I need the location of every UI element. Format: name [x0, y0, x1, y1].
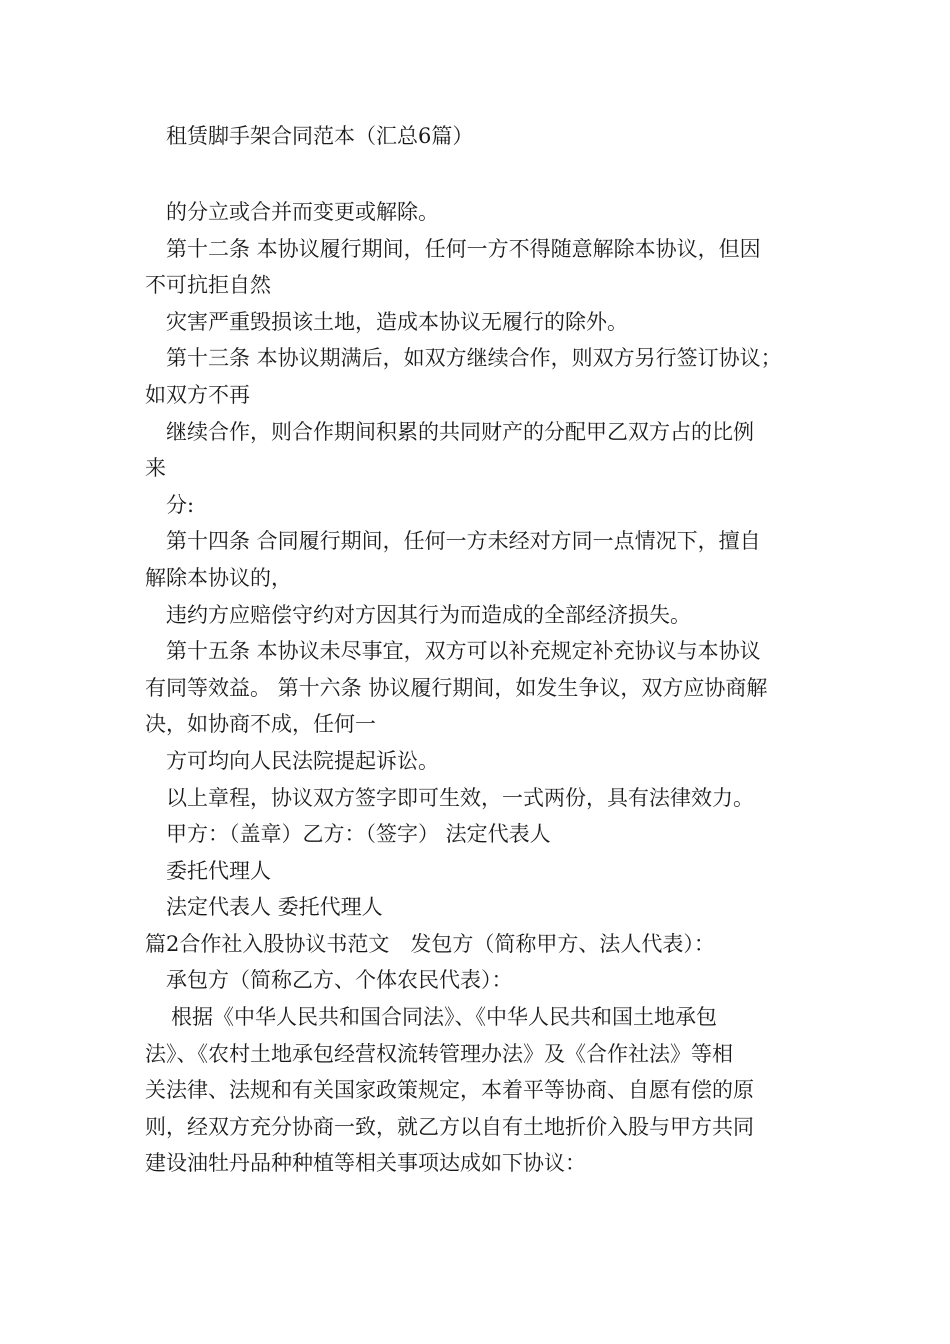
text-line: 来	[145, 456, 166, 481]
text-line: 违约方应赔偿守约对方因其行为而造成的全部经济损失。	[166, 602, 691, 627]
text-line: 承包方（简称乙方、个体农民代表）：	[166, 968, 513, 993]
text-line: 继续合作，则合作期间积累的共同财产的分配甲乙双方占的比例	[166, 419, 754, 444]
text-line: 第十二条 本协议履行期间，任何一方不得随意解除本协议，但因	[166, 236, 761, 261]
text-line: 根据《中华人民共和国合同法》、《中华人民共和国土地承包	[171, 1005, 717, 1030]
text-line: 委托代理人	[166, 858, 271, 883]
text-line: 第十五条 本协议未尽事宜，双方可以补充规定补充协议与本协议	[166, 639, 761, 664]
text-line: 关法律、法规和有关国家政策规定，本着平等协商、自愿有偿的原	[145, 1078, 754, 1103]
text-line: 以上章程，协议双方签字即可生效，一式两份，具有法律效力。	[166, 785, 754, 810]
document-body	[145, 194, 815, 1182]
text-line: 第十四条 合同履行期间，任何一方未经对方同一点情况下，擅自	[166, 529, 761, 554]
text-line: 方可均向人民法院提起诉讼。	[166, 748, 439, 773]
text-line: 不可抗拒自然	[145, 273, 271, 298]
text-line: 法》、《农村土地承包经营权流转管理办法》及《合作社法》等相	[145, 1041, 733, 1066]
text-line: 建设油牡丹品种种植等相关事项达成如下协议：	[145, 1151, 586, 1176]
text-line: 法定代表人 委托代理人	[166, 895, 383, 920]
text-line: 甲方：（盖章）乙方：（签字） 法定代表人	[166, 822, 551, 847]
text-line: 如双方不再	[145, 382, 250, 407]
text-line: 决，如协商不成，任何一	[145, 712, 376, 737]
text-line: 第十三条 本协议期满后，如双方继续合作，则双方另行签订协议；	[166, 346, 782, 371]
text-line: 篇2合作社入股协议书范文 发包方（简称甲方、法人代表）：	[145, 931, 715, 956]
text-line: 的分立或合并而变更或解除。	[166, 200, 439, 224]
text-line: 分:	[166, 492, 195, 517]
text-line: 有同等效益。 第十六条 协议履行期间，如发生争议，双方应协商解	[145, 675, 768, 700]
text-line: 灾害严重毁损该土地，造成本协议无履行的除外。	[166, 309, 628, 334]
text-line: 解除本协议的，	[145, 565, 292, 590]
document-title: 租赁脚手架合同范本（汇总6篇）	[166, 124, 474, 148]
text-line: 则，经双方充分协商一致，就乙方以自有土地折价入股与甲方共同	[145, 1114, 754, 1139]
